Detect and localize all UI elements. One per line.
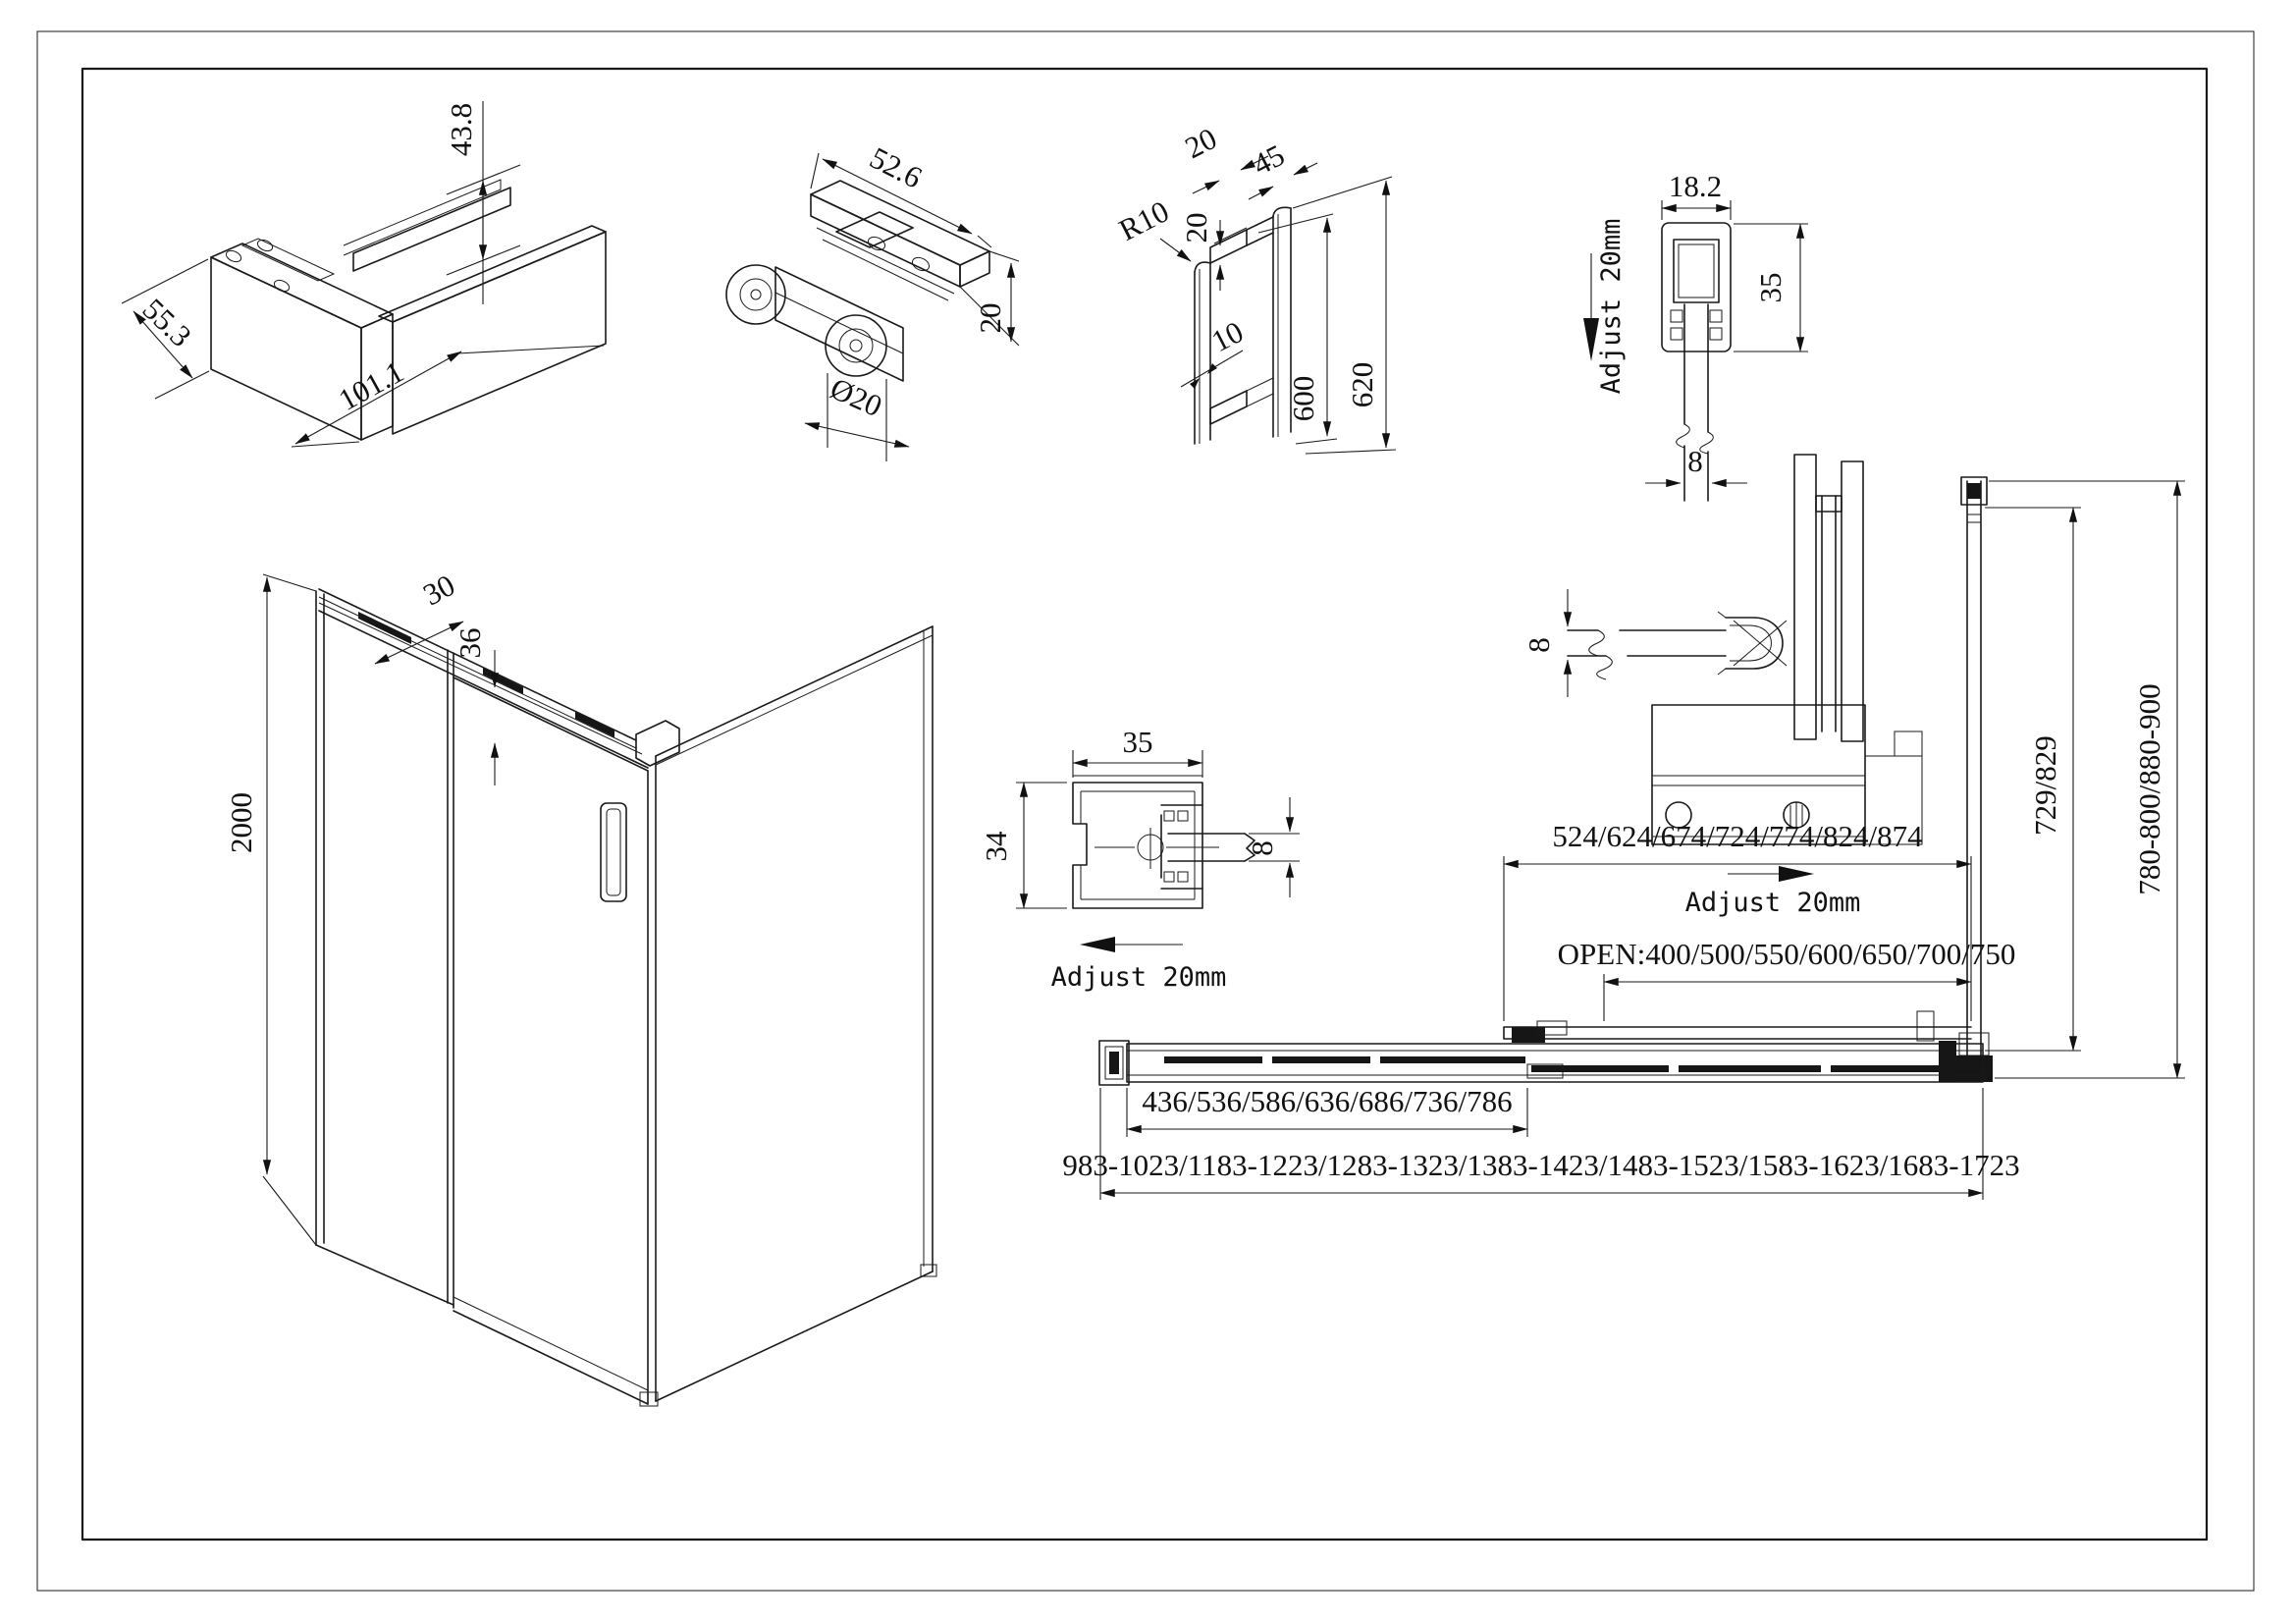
- dim-plan-open-range: OPEN:400/500/550/600/650/700/750: [1557, 937, 2016, 971]
- dim-bracket-height: 43.8: [444, 102, 478, 157]
- dim-handle-thickness: 10: [1205, 314, 1249, 359]
- dim-profile-width: 18.2: [1668, 169, 1723, 203]
- plan-view: [1062, 477, 2185, 1200]
- dim-roller-length: 52.6: [864, 139, 928, 195]
- dim-plan-side-glass: 729/829: [2028, 735, 2062, 836]
- dim-profile-glass: 8: [1687, 444, 1703, 478]
- dim-wheel-diameter: Ø20: [825, 370, 887, 424]
- joint-adjust-label: Adjust 20mm: [1684, 888, 1861, 918]
- dim-bracket-width: 101.1: [332, 353, 409, 418]
- dim-profile-height: 35: [1753, 272, 1788, 303]
- corner-bracket-view: [122, 101, 606, 447]
- dim-plan-side-total: 780-800/880-900: [2132, 683, 2166, 895]
- dim-handle-total: 620: [1345, 361, 1379, 408]
- dim-plan-panel-range: 524/624/674/724/774/824/874: [1552, 819, 1923, 853]
- dim-iso-rail-width: 30: [417, 568, 460, 613]
- wall-adjust-label: Adjust 20mm: [1596, 218, 1627, 395]
- dim-floor-glass: 8: [1245, 840, 1279, 856]
- dim-plan-total-range: 983-1023/1183-1223/1283-1323/1383-1423/1483-1523/1583-1623/1683-1723: [1062, 1148, 2020, 1182]
- dim-iso-rail-height: 36: [453, 627, 487, 659]
- dim-iso-height: 2000: [224, 792, 258, 853]
- wall-profile-view: [1583, 169, 1808, 501]
- floor-adjust-label: Adjust 20mm: [1050, 962, 1227, 993]
- inner-border: [82, 69, 2207, 1540]
- outer-border: [37, 31, 2254, 1591]
- dim-handle-bar: 20: [1179, 212, 1213, 243]
- roller-view: [726, 140, 1019, 461]
- dim-floor-width: 35: [1122, 725, 1153, 759]
- enclosure-iso-view: [224, 568, 936, 1406]
- dim-floor-height: 34: [979, 831, 1013, 862]
- floor-profile-view: [979, 725, 1300, 993]
- dim-plan-fixed-range: 436/536/586/636/686/736/786: [1142, 1084, 1513, 1118]
- dim-handle-offset: 45: [1247, 137, 1290, 183]
- dim-roller-height: 20: [973, 302, 1007, 334]
- dim-joint-glass: 8: [1522, 637, 1556, 653]
- handle-view: [1113, 121, 1396, 454]
- dim-handle-radius: R10: [1113, 193, 1175, 247]
- dim-handle-span: 600: [1286, 375, 1320, 422]
- dim-bracket-depth: 55.3: [135, 292, 198, 353]
- dim-handle-stub: 20: [1179, 121, 1222, 166]
